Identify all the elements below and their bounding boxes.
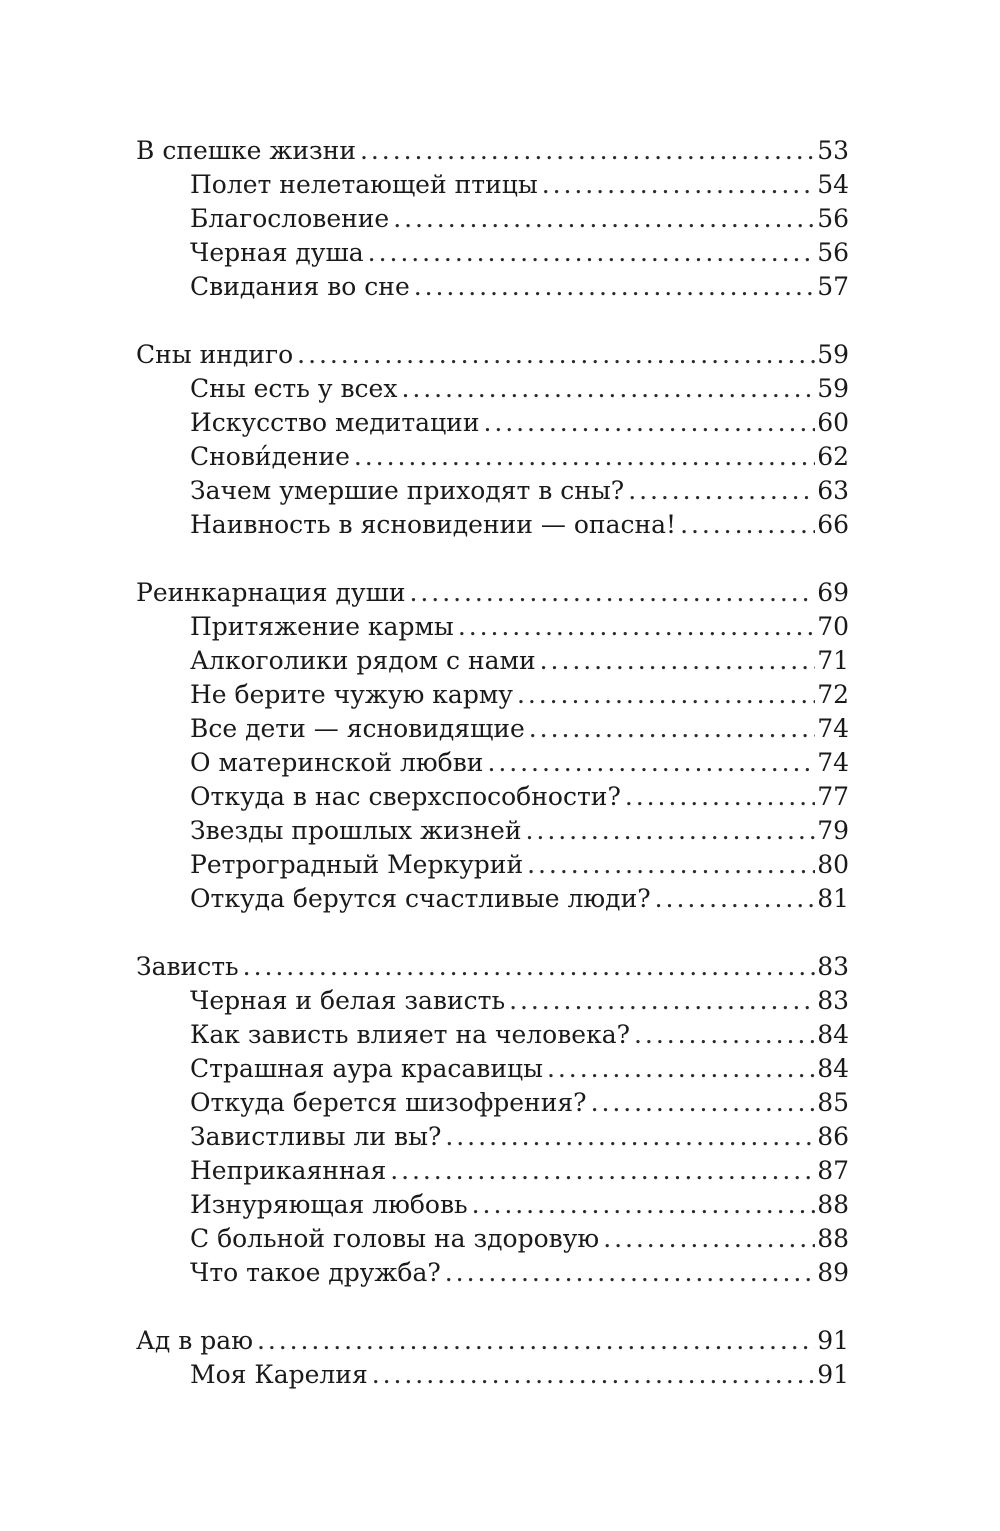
dot-leader <box>517 678 815 712</box>
toc-entry-title: Притяжение кармы <box>190 612 454 641</box>
toc-entry-title: Завистливы ли вы? <box>190 1122 442 1151</box>
toc-entry-title: Искусство медитации <box>190 408 480 437</box>
dot-leader <box>483 406 815 440</box>
toc-entry-page: 88 <box>817 1190 849 1219</box>
toc-entry-page: 84 <box>817 1054 849 1083</box>
toc-subentry[interactable] <box>136 1256 849 1290</box>
dot-leader <box>680 508 815 542</box>
toc-subentry[interactable] <box>136 372 849 406</box>
toc-entry-page: 91 <box>817 1326 849 1355</box>
dot-leader <box>529 712 815 746</box>
toc-subentry[interactable] <box>136 1222 849 1256</box>
dot-leader <box>354 440 815 474</box>
toc-subentry[interactable] <box>136 1086 849 1120</box>
toc-entry-page: 86 <box>817 1122 849 1151</box>
dot-leader <box>243 950 816 984</box>
toc-entry-page: 59 <box>817 374 849 403</box>
toc-entry-title: Звезды прошлых жизней <box>190 816 522 845</box>
toc-subentry[interactable] <box>136 1154 849 1188</box>
toc-chapter-entry[interactable] <box>136 950 849 984</box>
toc-subentry[interactable] <box>136 1052 849 1086</box>
dot-leader <box>372 1358 815 1392</box>
toc-entry-title: Что такое дружба? <box>190 1258 441 1287</box>
toc-entry-title: Наивность в ясновидении — опасна! <box>190 510 677 539</box>
dot-leader <box>625 780 815 814</box>
toc-entry-page: 79 <box>817 816 849 845</box>
dot-leader <box>540 644 816 678</box>
toc-entry-page: 63 <box>817 476 849 505</box>
dot-leader <box>360 134 815 168</box>
toc-entry-page: 62 <box>817 442 849 471</box>
toc-entry-page: 74 <box>817 748 849 777</box>
toc-subentry[interactable] <box>136 474 849 508</box>
toc-entry-title: Моя Карелия <box>190 1360 368 1389</box>
toc-entry-title: Алкоголики рядом с нами <box>190 646 536 675</box>
toc-subentry[interactable] <box>136 406 849 440</box>
toc-subentry[interactable] <box>136 1358 849 1392</box>
dot-leader <box>547 1052 815 1086</box>
toc-chapter-entry[interactable] <box>136 1324 849 1358</box>
toc-entry-title: О материнской любви <box>190 748 484 777</box>
toc-entry-page: 71 <box>817 646 849 675</box>
dot-leader <box>472 1188 816 1222</box>
toc-subentry[interactable] <box>136 814 849 848</box>
dot-leader <box>634 1018 815 1052</box>
toc-subentry[interactable] <box>136 440 849 474</box>
toc-subentry[interactable] <box>136 610 849 644</box>
toc-entry-page: 91 <box>817 1360 849 1389</box>
toc-entry-title: Черная и белая зависть <box>190 986 506 1015</box>
toc-section <box>136 576 849 916</box>
toc-entry-page: 83 <box>817 952 849 981</box>
dot-leader <box>591 1086 816 1120</box>
dot-leader <box>257 1324 815 1358</box>
toc-entry-page: 88 <box>817 1224 849 1253</box>
toc-subentry[interactable] <box>136 270 849 304</box>
toc-entry-page: 60 <box>817 408 849 437</box>
dot-leader <box>487 746 815 780</box>
dot-leader <box>368 236 816 270</box>
toc-entry-title: Зависть <box>136 952 239 981</box>
toc-subentry[interactable] <box>136 984 849 1018</box>
toc-chapter-entry[interactable] <box>136 134 849 168</box>
toc-chapter-entry[interactable] <box>136 338 849 372</box>
toc-entry-title: Реинкарнация души <box>136 578 406 607</box>
toc-subentry[interactable] <box>136 508 849 542</box>
dot-leader <box>297 338 815 372</box>
toc-entry-title: Благословение <box>190 204 390 233</box>
toc-section <box>136 950 849 1290</box>
toc-subentry[interactable] <box>136 882 849 916</box>
toc-entry-page: 54 <box>817 170 849 199</box>
toc-entry-page: 77 <box>817 782 849 811</box>
toc-entry-page: 74 <box>817 714 849 743</box>
toc-entry-page: 85 <box>817 1088 849 1117</box>
dot-leader <box>542 168 815 202</box>
toc-entry-page: 80 <box>817 850 849 879</box>
dot-leader <box>401 372 815 406</box>
toc-section <box>136 338 849 542</box>
dot-leader <box>393 202 815 236</box>
toc-subentry[interactable] <box>136 1188 849 1222</box>
dot-leader <box>603 1222 815 1256</box>
toc-entry-title: В спешке жизни <box>136 136 357 165</box>
toc-entry-title: Свидания во сне <box>190 272 410 301</box>
dot-leader <box>445 1120 815 1154</box>
dot-leader <box>390 1154 815 1188</box>
toc-entry-title: Снови́дение <box>190 442 350 471</box>
toc-entry-title: Откуда берутся счастливые люди? <box>190 884 651 913</box>
dot-leader <box>410 576 816 610</box>
toc-entry-title: Ретроградный Меркурий <box>190 850 524 879</box>
toc-entry-title: Сны есть у всех <box>190 374 398 403</box>
dot-leader <box>445 1256 815 1290</box>
toc-entry-title: Откуда берется шизофрения? <box>190 1088 587 1117</box>
toc-subentry[interactable] <box>136 848 849 882</box>
toc-entry-title: Страшная аура красавицы <box>190 1054 544 1083</box>
toc-entry-page: 89 <box>817 1258 849 1287</box>
toc-entry-page: 84 <box>817 1020 849 1049</box>
toc-subentry[interactable] <box>136 168 849 202</box>
toc-subentry[interactable] <box>136 780 849 814</box>
toc-subentry[interactable] <box>136 644 849 678</box>
toc-entry-title: Зачем умершие приходят в сны? <box>190 476 625 505</box>
toc-subentry[interactable] <box>136 678 849 712</box>
dot-leader <box>526 814 816 848</box>
toc-subentry[interactable] <box>136 712 849 746</box>
toc-entry-title: Как зависть влияет на человека? <box>190 1020 631 1049</box>
toc-entry-title: Все дети — ясновидящие <box>190 714 525 743</box>
toc-entry-page: 70 <box>817 612 849 641</box>
toc-entry-page: 57 <box>817 272 849 301</box>
toc-entry-title: Неприкаянная <box>190 1156 387 1185</box>
toc-entry-page: 72 <box>817 680 849 709</box>
toc-entry-page: 69 <box>817 578 849 607</box>
dot-leader <box>628 474 815 508</box>
toc-section <box>136 1324 849 1392</box>
toc-entry-title: Сны индиго <box>136 340 294 369</box>
toc-entry-page: 83 <box>817 986 849 1015</box>
dot-leader <box>655 882 816 916</box>
toc-entry-page: 53 <box>817 136 849 165</box>
toc-subentry[interactable] <box>136 1018 849 1052</box>
dot-leader <box>509 984 815 1018</box>
toc-entry-page: 56 <box>817 204 849 233</box>
toc-entry-page: 59 <box>817 340 849 369</box>
toc-entry-title: Полет нелетающей птицы <box>190 170 538 199</box>
dot-leader <box>527 848 815 882</box>
toc-entry-title: Черная душа <box>190 238 364 267</box>
toc-entry-page: 87 <box>817 1156 849 1185</box>
toc-subentry[interactable] <box>136 202 849 236</box>
toc-section <box>136 134 849 304</box>
toc-entry-title: Откуда в нас сверхспособности? <box>190 782 621 811</box>
toc-entry-title: Не берите чужую карму <box>190 680 513 709</box>
dot-leader <box>458 610 815 644</box>
toc-subentry[interactable] <box>136 236 849 270</box>
toc-entry-title: Изнуряющая любовь <box>190 1190 468 1219</box>
toc-subentry[interactable] <box>136 746 849 780</box>
toc-entry-title: Ад в раю <box>136 1326 253 1355</box>
toc-chapter-entry[interactable] <box>136 576 849 610</box>
toc-entry-title: С больной головы на здоровую <box>190 1224 600 1253</box>
toc-entry-page: 56 <box>817 238 849 267</box>
toc-subentry[interactable] <box>136 1120 849 1154</box>
toc-entry-page: 81 <box>817 884 849 913</box>
table-of-contents <box>136 134 849 1392</box>
dot-leader <box>414 270 815 304</box>
toc-entry-page: 66 <box>817 510 849 539</box>
